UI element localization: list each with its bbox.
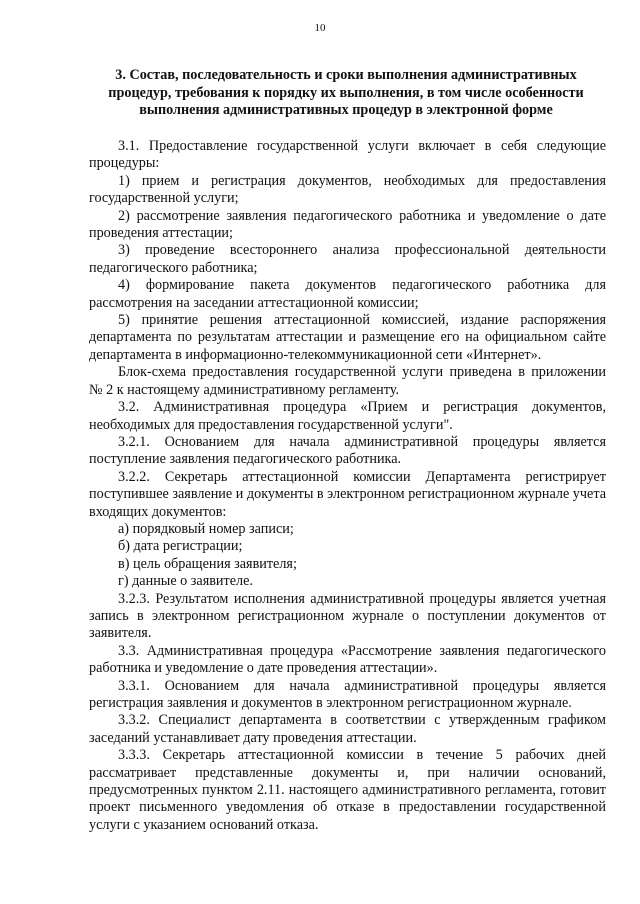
- list-item-2: 2) рассмотрение заявления педагогического работника и уведомление о дате проведения аттестации;: [89, 207, 606, 242]
- paragraph-3-2-2: 3.2.2. Секретарь аттестационной комиссии Департамента регистрирует поступившее заявление и документы в электронном регистрационном журнале учета входящих документов:: [89, 468, 606, 520]
- paragraph-3-2: 3.2. Административная процедура «Прием и регистрация документов, необходимых для предоставления государственной услуги".: [89, 399, 606, 433]
- list-item-a: а) порядковый номер записи;: [118, 520, 294, 537]
- paragraph-3-3-3: 3.3.3. Секретарь аттестационной комиссии в течение 5 рабочих дней рассматривает представленные документы и, при наличии оснований, предусмотренных пунктом 2.11. настоящего административного регламента, готовит проект письменного уведомления об отказе в предоставлении государственной услуги с указанием оснований отказа.: [89, 747, 606, 833]
- page-number: 10: [314, 22, 326, 34]
- list-item-1: 1) прием и регистрация документов, необходимых для предоставления государственной услуги;: [89, 172, 606, 207]
- paragraph-flowchart: Блок-схема предоставления государственной услуги приведена в приложении № 2 к настоящему административному регламенту.: [89, 364, 606, 398]
- paragraph-3-3-1: 3.3.1. Основанием для начала административной процедуры является регистрация заявления и документов в электронном регистрационном журнале.: [89, 677, 606, 711]
- list-item-b: б) дата регистрации;: [118, 538, 243, 555]
- list-item-4: 4) формирование пакета документов педагогического работника для рассмотрения на заседании аттестационной комиссии;: [89, 277, 606, 311]
- paragraph-3-3-2: 3.3.2. Специалист департамента в соответствии с утвержденным графиком заседаний устанавливает дату проведения аттестации.: [89, 712, 606, 746]
- list-item-g: г) данные о заявителе.: [118, 573, 253, 590]
- document-body: [89, 138, 606, 834]
- paragraph-3-3: 3.3. Административная процедура «Рассмотрение заявления педагогического работника и уведомление о дате проведения аттестации».: [89, 642, 606, 677]
- list-item-v: в) цель обращения заявителя;: [118, 555, 297, 572]
- paragraph-3-2-1: 3.2.1. Основанием для начала административной процедуры является поступление заявления педагогического работника.: [89, 433, 606, 468]
- list-item-5: 5) принятие решения аттестационной комиссией, издание распоряжения департамента по результатам аттестации и размещение его на официальном сайте департамента в информационно-телекоммуникационной сети «Интернет».: [89, 312, 606, 363]
- section-heading: 3. Состав, последовательность и сроки выполнения административных процедур, требования к порядку их выполнения, в том числе особенности выполнения административных процедур в электронной форме: [108, 67, 584, 118]
- list-item-3: 3) проведение всестороннего анализа профессиональной деятельности педагогического работника;: [89, 242, 606, 276]
- paragraph-3-2-3: 3.2.3. Результатом исполнения административной процедуры является учетная запись в электронном регистрационном журнале о поступлении документов от заявителя.: [89, 590, 606, 642]
- paragraph-3-1: 3.1. Предоставление государственной услуги включает в себя следующие процедуры:: [89, 138, 606, 172]
